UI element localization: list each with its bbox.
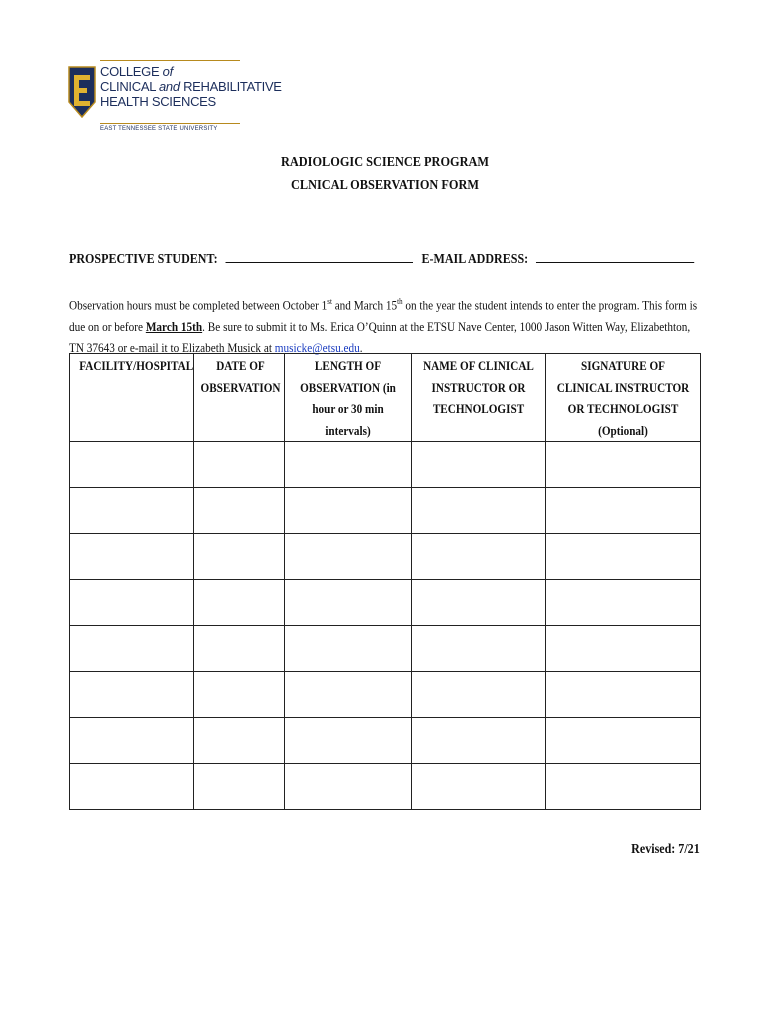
form-title: CLNICAL OBSERVATION FORM xyxy=(290,178,480,193)
table-cell[interactable] xyxy=(412,534,546,580)
table-cell[interactable] xyxy=(546,534,701,580)
university-name: EAST TENNESSEE STATE UNIVERSITY xyxy=(100,126,218,132)
observation-table xyxy=(69,353,701,810)
table-cell[interactable] xyxy=(546,764,701,810)
table-cell[interactable] xyxy=(412,442,546,488)
student-name-field[interactable] xyxy=(226,248,413,263)
instructions-paragraph: Observation hours must be completed between October 1st and March 15th on the year the student intends to enter the program. This form is due on or before March 15th. Be sure to submit it to Ms. Erica O’Quinn at the ETSU Nave Center, 1000 Jason Witten Way, Elizabethton, TN 37643 or e-mail it to Elizabeth Musick at musicke@etsu.edu. xyxy=(69,297,698,356)
table-cell[interactable] xyxy=(194,442,285,488)
table-row xyxy=(70,488,701,534)
table-cell[interactable] xyxy=(546,488,701,534)
col-clinical-instructor-name: NAME OF CLINICAL INSTRUCTOR OR TECHNOLOGIST xyxy=(412,354,546,442)
table-row xyxy=(70,764,701,810)
table-cell[interactable] xyxy=(194,718,285,764)
table-cell[interactable] xyxy=(285,488,412,534)
table-cell[interactable] xyxy=(412,580,546,626)
email-field[interactable] xyxy=(536,248,694,263)
table-row xyxy=(70,718,701,764)
student-label: PROSPECTIVE STUDENT: xyxy=(69,252,218,267)
student-info-row xyxy=(69,248,700,268)
table-cell[interactable] xyxy=(546,580,701,626)
email-label: E-MAIL ADDRESS: xyxy=(421,252,529,267)
table-cell[interactable] xyxy=(70,534,194,580)
table-cell[interactable] xyxy=(546,672,701,718)
table-row xyxy=(70,442,701,488)
table-cell[interactable] xyxy=(70,764,194,810)
due-date: March 15th xyxy=(145,318,203,334)
table-row xyxy=(70,534,701,580)
college-logo xyxy=(68,60,282,138)
table-cell[interactable] xyxy=(546,442,701,488)
table-row xyxy=(70,626,701,672)
col-signature: SIGNATURE OF CLINICAL INSTRUCTOR OR TECHNOLOGIST (Optional) xyxy=(546,354,701,442)
program-title: RADIOLOGIC SCIENCE PROGRAM xyxy=(280,155,490,170)
table-cell[interactable] xyxy=(70,718,194,764)
table-cell[interactable] xyxy=(285,580,412,626)
table-cell[interactable] xyxy=(285,534,412,580)
table-cell[interactable] xyxy=(194,626,285,672)
table-cell[interactable] xyxy=(70,626,194,672)
table-cell[interactable] xyxy=(285,442,412,488)
table-cell[interactable] xyxy=(546,626,701,672)
col-date-of-observation: DATE OF OBSERVATION xyxy=(194,354,285,442)
table-cell[interactable] xyxy=(194,764,285,810)
email-link[interactable]: musicke@etsu.edu xyxy=(274,340,360,356)
table-body xyxy=(70,442,701,810)
col-length-of-observation: LENGTH OF OBSERVATION (in hour or 30 min intervals) xyxy=(285,354,412,442)
table-cell[interactable] xyxy=(412,764,546,810)
table-cell[interactable] xyxy=(412,672,546,718)
table-cell[interactable] xyxy=(412,626,546,672)
table-cell[interactable] xyxy=(412,488,546,534)
table-cell[interactable] xyxy=(194,488,285,534)
table-row xyxy=(70,672,701,718)
table-cell[interactable] xyxy=(70,442,194,488)
table-cell[interactable] xyxy=(285,764,412,810)
table-cell[interactable] xyxy=(285,718,412,764)
table-cell[interactable] xyxy=(194,672,285,718)
table-cell[interactable] xyxy=(70,488,194,534)
logo-bottom-rule xyxy=(100,123,240,124)
col-facility-hospital: FACILITY/HOSPITAL xyxy=(70,354,194,442)
table-cell[interactable] xyxy=(412,718,546,764)
table-cell[interactable] xyxy=(70,672,194,718)
logo-top-rule xyxy=(100,60,240,61)
table-header-row xyxy=(70,354,701,442)
table-row xyxy=(70,580,701,626)
table-cell[interactable] xyxy=(546,718,701,764)
table-cell[interactable] xyxy=(285,672,412,718)
logo-text: COLLEGE of CLINICAL and REHABILITATIVE HEALTH SCIENCES xyxy=(100,64,282,109)
table-cell[interactable] xyxy=(194,534,285,580)
table-cell[interactable] xyxy=(285,626,412,672)
table-cell[interactable] xyxy=(194,580,285,626)
table-cell[interactable] xyxy=(70,580,194,626)
etsu-shield-icon xyxy=(68,66,96,118)
revised-date: Revised: 7/21 xyxy=(631,842,700,857)
